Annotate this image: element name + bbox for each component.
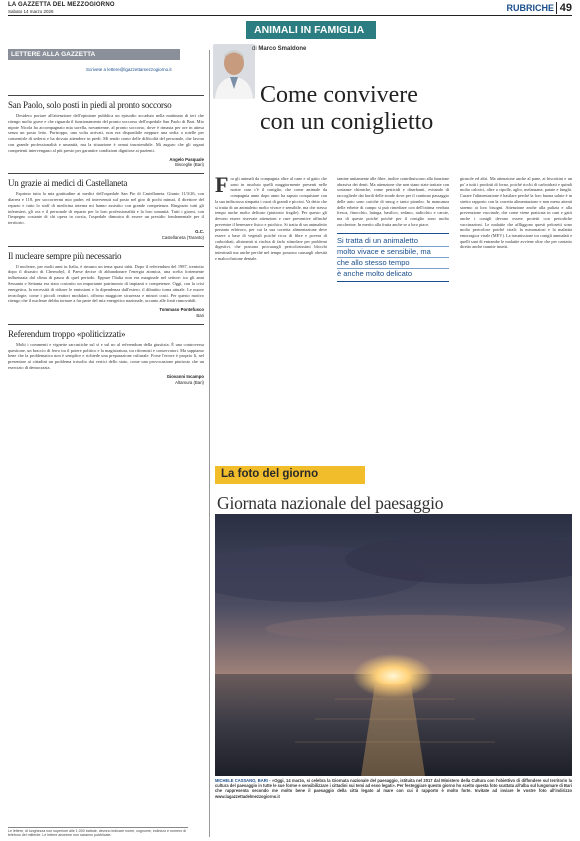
article-headline (260, 82, 560, 136)
letter-place: Castellaneta (Taranto) (161, 234, 204, 240)
letter-title: San Paolo, solo posti in piedi al pronto soccorso (8, 100, 172, 110)
article-column-2 (337, 176, 449, 288)
letter-title: Il nucleare sempre più necessario (8, 250, 122, 261)
photo-of-day-banner: La foto del giorno (215, 466, 365, 484)
author-prefix: di (252, 46, 257, 52)
author-name: Marco Smaldone (258, 46, 307, 52)
letter-body: Il nucleare, per molti anni in Italia, è rimasto un tema quasi tabù. Dopo il referendum del 1987, trentotto dopo il disastro di Chernobyl, il Paese decise di abbandonare l'energia atomica, una scelta fortemente influenzata dal clima di paura di quel periodo. Eppure l'Italia non era marginale nel settore: tra gli anni Sessanta e Settanta era stato costruito un importante patrimonio di impianti e competenze. Oggi, con la crisi energetica, la necessità di ridurre le emissioni e la dipendenza dall'estero, il dibattito torna attuale. Le nuove tecnologie, come i piccoli reattori modulari, offrono maggiore sicurezza e minori costi. Per questo motivo ritengo che il nucleare debba tornare a far parte del mix energetico nazionale, accanto alle fonti rinnovabili. (8, 263, 204, 304)
animali-banner: ANIMALI IN FAMIGLIA (246, 21, 376, 39)
letter-signature: Angelo Pasquale (169, 156, 204, 162)
letters-column (8, 90, 204, 388)
issue-date: Sabato 14 marzo 2026 (8, 9, 54, 14)
letter-body: Desidero portare all'attenzione dell'opinione pubblica un episodio accaduto nella mattinata di ieri che ritengo molto grave e che riguarda il funzionamento del pronto soccorso dell'ospedale San Paolo di Bari. Mio nipote Nicola ha accompagnato mia sorella, novantenne, al pronto soccorso, dove è rimasta per ore in attesa senza un posto letto. Purtroppo, una volta arrivati, non era disponibile neppure una sedia a rotelle per consentirle di sedersi e ha dovuto attendere in piedi. Mi rendo conto delle difficoltà del personale, che lavora con grande professionalità e umanità, ma la situazione è ormai insostenibile. Mi auguro che gli organi competenti intervengano al più presto per garantire condizioni dignitose ai pazienti. (8, 113, 204, 153)
pull-quote-line: molto vivace e sensibile, ma (337, 247, 449, 258)
column-divider (209, 50, 210, 837)
letters-footnote: Le lettere, di lunghezza non superiore alle 1.000 battute, devono indicare nome, cognome, indirizzo e numero di telefono del mittente. Le lettere anonime non saranno pubblicate. (8, 829, 187, 838)
letter-signature: Giovanni Incampo (166, 373, 204, 379)
letter-item (8, 100, 204, 168)
letter-body: Molti i commenti e vignette sarcastiche sul sì e sul no al referendum della giustizia. È una controversa questione, un braccio di ferro tra il potere politico e la magistratura, tra riformisti e conservatori. Ma sappiamo bene che la problematica non è semplice e richiede una preparazione culturale. Forse l'errore è proprio lì, nel presentare ai cittadini un problema irrisolto dai vertici dello stato, come una provocazione piuttosto che un esercizio di democrazia. (8, 341, 204, 370)
article-body (215, 172, 572, 461)
headline-line-1: Come convivere (260, 82, 418, 108)
divider (8, 324, 204, 325)
sunset-sea-photo (215, 514, 572, 776)
pull-quote-line: che allo stesso tempo (337, 258, 449, 269)
photo-title: Giornata nazionale del paesaggio (217, 493, 444, 513)
letter-place: Bisceglie (Bari) (175, 162, 204, 168)
photo-caption (215, 778, 572, 799)
divider (8, 95, 204, 96)
photo-credit: MICHELE CASSANO, BARI - (215, 778, 271, 783)
divider (8, 173, 204, 174)
divider (8, 246, 204, 247)
newspaper-name: LA GAZZETTA DEL MEZZOGIORNO (8, 2, 115, 8)
author-photo (213, 44, 255, 99)
letter-signature: G.C. (195, 228, 204, 234)
article-column-1 (215, 172, 327, 262)
article-column-3 (460, 176, 572, 250)
pull-quote-line: è anche molto delicato (337, 269, 413, 279)
letter-title: Un grazie ai medici di Castellaneta (8, 178, 128, 189)
letter-place: Altamura (Bari) (175, 379, 204, 385)
section-title: RUBRICHE (506, 3, 554, 13)
article-author (252, 46, 306, 52)
letter-item (8, 178, 204, 240)
letter-item (8, 329, 204, 386)
article-text-1: ra gli animali da compagnia oltre al cane e al gatto che sono in assoluto quelli maggiormente presenti nelle nostre case c'è il coniglio, che come animale da compagnia anno dopo anno ha saputo conquistare con la sua indiscussa simpatia i cuori di grandi e piccini. Va detto che si tratta di un animaletto molto vivace e sensibile, ma che stesso tempo anche molto delicato (piuttosto fragile). Per questo gli devono essere riservate attenzioni e cure preventive affinché prevenire il benessere fisico e psichico. Si tratta di un animaletto pertanto erbivoro, per cui la sua corretta alimentazione deve essere a base di vegetali poiché ricca di fibre e povera di carboidrati, altrimenti si rischia di farlo stimolare per problemi digestivi, che possono procurargli pericolosissimi blocchi intestinali ma anche perché nel tempo possono causargli obesità e malocclusione dentale. (215, 176, 327, 261)
letters-banner: LETTERE ALLA GAZZETTA (8, 49, 180, 60)
drop-cap: F (215, 172, 229, 197)
letter-item (8, 251, 204, 319)
headline-line-2: con un coniglietto (260, 109, 434, 135)
letter-title: Referendum troppo «politicizzati» (8, 328, 126, 339)
page-number: 49 (556, 2, 572, 14)
letter-signature: Tommaso Pontefusco (159, 307, 204, 313)
masthead (8, 2, 572, 16)
letters-email-link[interactable]: Scrivete a lettere@lgazzettamezzogiorno.it (86, 67, 172, 72)
article-text-2: tamine unitamente alle fibre, inoltre contribuiscono alla funzione abrasiva dei denti. Ma attenzione che non siano state trattate con sostanze chimiche, come pesticidi e diserbanti, evitando di raccoglierle dai bordi delle strade dove per il continuo passaggio delle auto sono cariche di smog e tanto piombo. In mancanza delle erbette di campo si può rimediare con dell'ottima verdura fresca, finocchio, lattuga, basilico, sedano, radicchio e carote, ma di queste poiché poiché per il coniglio sono molto zuccherine. In merito alla frutta anche se a loro piace. (337, 176, 449, 227)
caption-text: «Oggi, 14 marzo, si celebra la Giornata nazionale del paesaggio, istituita nel 2017 dal Ministero della Cultura con l'obiettivo di diffondere sul territorio la cultura del paesaggio in tutte le sue forme e sensibilizzare i cittadini sui temi ad esso legati». Per festeggiare questo giorno ho scelto questa foto scattata all'alba sul lungomare di Bari che rappresenta secondo me molto bene il paesaggio della città legato al mare con cui il rapporto è molto forte. Invitate ad inviare le vostre foto all'indirizzo www.lagazzettadelmezzogiorno.it (215, 778, 572, 799)
letter-place: Bari (196, 312, 204, 318)
letter-body: Esprimo tutta la mia gratitudine ai medici dell'ospedale San Pio di Castellaneta. Giunto 11/3/26, con diarrea e 118, per soccorrermi mio padre, ed intervenuti sul posto nel giro di pochi minuti, il direttore del reparto e tutto lo staff di medicina interna mi hanno assistito con grande competenza. Ringrazio tutti gli infermieri, gli oss e il personale di reparto per la loro professionalità e la loro umanità. Tutti i giorni, con l'impegno costante di chi opera in corsia, l'ospedale dimostra di essere un presidio fondamentale per il territorio. (8, 191, 204, 226)
pull-quote-line: Si tratta di un animaletto (337, 236, 449, 247)
article-text-3: girasole ed altri. Ma attenzione anche al pane, ai biscottini e un po' a tutti i prodotti di forno, poiché ricchi di carboidrati e quindi molto calorici, oltre a cipolle, aglio, melanzane, patate e funghi. Curare l'alimentazione è basilare perché la loro buona salute è in stretto rapporto con la corretta alimentazione e non meno attenti saremo ai loro bisogni. Attenzione anche alla pulizia e alla prevenzione vaccinale, che come viene praticata in cani e gatti anche i conigli devono essere protetti con periodiche vaccinazioni. Le malattie che affliggono questi pelosetti sono molto pericolose poiché virali: la mixomatosi e la malattia emorragica virale (MEV). La trasmissione tra conigli ammalati e quelli sani di entrambe le malattie avviene oltre che per contatto diretto anche tramite insetti. (460, 176, 572, 250)
pull-quote (337, 233, 449, 282)
